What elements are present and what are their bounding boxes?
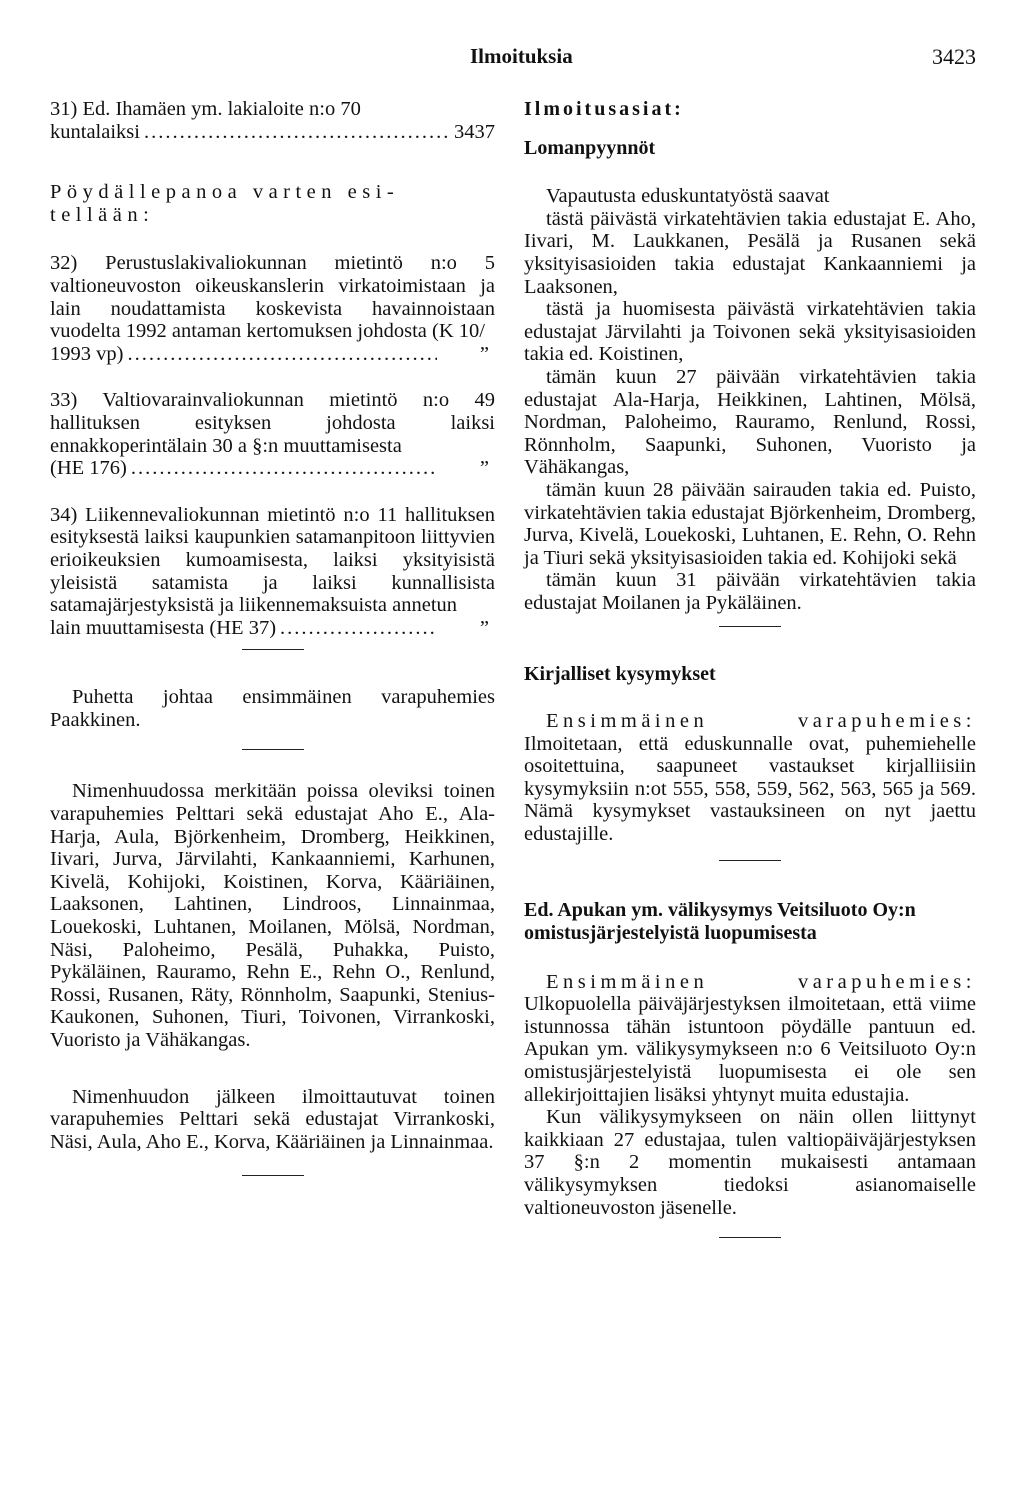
leave-paragraph: tämän kuun 27 päivään virkatehtävien takia edustajat Ala-Harja, Heikkinen, Lahtinen, Mölsä, Nordman, Paloheimo, Rauramo, Renlund, Rossi, Rönnholm, Saapunki, Suhonen, Vuoristo ja Vähäkangas, [524, 365, 976, 479]
interpellation-paragraph [524, 971, 976, 1107]
written-questions-heading: Kirjalliset kysymykset [524, 663, 716, 686]
leader-dots [280, 617, 437, 640]
agenda-item-32-last-text: 1993 vp) [50, 342, 124, 365]
agenda-item-32 [50, 252, 495, 365]
presentation-heading-line1: Pöydällepanoa varten esi- [50, 181, 400, 204]
agenda-item-34-last-text: lain muuttamisesta (HE 37) [50, 616, 277, 639]
leave-paragraph: tämän kuun 28 päivään sairauden takia ed. Puisto, virkatehtävien takia edustajat Björkenheim, Dromberg, Jurva, Kivelä, Louekoski, Luhtanen, E. Rehn, O. Rehn ja Tiuri sekä yksityisasioiden takia ed. Kohijoki sekä [524, 478, 976, 569]
leave-paragraph: tästä ja huomisesta päivästä virkatehtävien takia edustajat Järvilahti ja Toivonen sekä yksityisasioiden takia ed. Koistinen, [524, 298, 976, 366]
interpellation-heading: Ed. Apukan ym. välikysymys Veitsiluoto Oy:n omistusjärjestelyistä luopumisesta [524, 898, 916, 944]
agenda-item-31-text: 31) Ed. Ihamäen ym. lakialoite n:o 70 [50, 98, 361, 120]
speaker-label: Ensimmäinen varapuhemies: [546, 970, 976, 993]
running-head [0, 44, 1024, 74]
rollcall-paragraph: Nimenhuudossa merkitään poissa oleviksi toinen varapuhemies Pelttari sekä edustajat Aho E., Ala-Harja, Aula, Björkenheim, Dromberg, Heikkinen, Iivari, Jurva, Järvilahti, Kankaanniemi, Karhunen, Kivelä, Kohijoki, Koistinen, Korva, Kääriäinen, Laaksonen, Lahtinen, Lindroos, Linnainmaa, Louekoski, Luhtanen, Moilanen, Mölsä, Nordman, Näsi, Paloheimo, Pesälä, Puhakka, Puisto, Pykäläinen, Rauramo, Rehn E., Rehn O., Renlund, Rossi, Rusanen, Räty, Rönnholm, Saapunki, Stenius-Kaukonen, Suhonen, Tiuri, Toivonen, Virrankoski, Vuoristo ja Vähäkangas. [50, 780, 495, 1051]
after-rollcall-paragraph: Nimenhuudon jälkeen ilmoittautuvat toinen varapuhemies Pelttari sekä edustajat Virrankoski, Näsi, Aula, Aho E., Korva, Kääriäinen ja Linnainmaa. [50, 1085, 495, 1153]
section-divider [719, 1237, 781, 1238]
ditto-mark: ” [479, 616, 489, 639]
presentation-heading [50, 181, 495, 226]
agenda-item-33-last-line [50, 457, 495, 480]
running-head-title: Ilmoituksia [470, 44, 573, 68]
section-divider [242, 649, 304, 650]
section-divider [242, 749, 304, 750]
agenda-item-31-last-line [50, 121, 495, 144]
interpellation-text: Ulkopuolella päiväjärjestyksen ilmoitetaan, että viime istunnossa tähän istuntoon pöydälle pantuun ed. Apukan ym. välikysymykseen n:o 6 Veitsiluoto Oy:n omistusjärjestelyistä luopumisesta ei ole sen allekirjoittajien lisäksi yhtynyt muita edustajia. [524, 993, 976, 1106]
leave-paragraph: tästä päivästä virkatehtävien takia edustajat E. Aho, Iivari, M. Laukkanen, Pesälä ja Rusanen sekä yksityisasioiden takia edustajat Kankaanniemi ja Laaksonen, [524, 207, 976, 298]
right-column [524, 98, 976, 1260]
section-divider [719, 860, 781, 861]
written-questions-paragraph [524, 710, 976, 846]
leader-dots [127, 343, 437, 366]
interpellation-paragraph-2: Kun välikysymykseen on näin ollen liittynyt kaikkiaan 27 edustajaa, tulen valtiopäiväjärjestyksen 37 §:n 2 momentin mukaisesti antamaan välikysymyksen tiedoksi asianomaiselle valtioneuvoston jäsenelle. [524, 1106, 976, 1219]
leave-paragraph: tämän kuun 31 päivään virkatehtävien takia edustajat Moilanen ja Pykäläinen. [524, 569, 976, 614]
speaker-label: Ensimmäinen varapuhemies: [546, 710, 976, 733]
agenda-item-31-last-text: kuntalaiksi [50, 120, 140, 143]
agenda-item-34-text: 34) Liikennevaliokunnan mietintö n:o 11 hallituksen esityksestä laiksi kaupunkien satamanpitoon liittyvien erioikeuksien kumoamisesta, laiksi yksityisistä yleisistä satamista ja laiksi kunnallisista satamajärjestyksistä ja liikennemaksuista annetun [50, 503, 495, 617]
chair-paragraph: Puhetta johtaa ensimmäinen varapuhemies Paakkinen. [50, 686, 495, 731]
agenda-item-31 [50, 98, 495, 143]
agenda-item-32-last-line [50, 343, 495, 366]
ditto-mark: ” [479, 457, 489, 480]
agenda-item-33-text: 33) Valtiovarainvaliokunnan mietintö n:o 49 hallituksen esityksen johdosta laiksi ennakkoperintälain 30 a §:n muuttamisesta [50, 389, 495, 457]
written-questions-text: Ilmoitetaan, että eduskunnalle ovat, puhemiehelle osoitettuina, saapuneet vastaukset kirjalliisiin kysymyksiin n:ot 555, 558, 559, 562, 563, 565 ja 569. Nämä kysymykset vastauksineen on nyt jaettu edustajille. [524, 732, 976, 846]
section-divider [242, 1175, 304, 1176]
agenda-item-33 [50, 389, 495, 479]
left-column [50, 98, 495, 1198]
leave-requests-heading: Lomanpyynnöt [524, 136, 656, 159]
leader-dots [131, 457, 437, 480]
ditto-mark: ” [479, 342, 489, 365]
leave-paragraph: Vapautusta eduskuntatyöstä saavat [546, 185, 830, 208]
agenda-item-34-last-line [50, 617, 495, 640]
agenda-item-34 [50, 504, 495, 640]
leader-dots [144, 121, 450, 144]
leave-requests-list [524, 185, 976, 614]
agenda-item-31-page: 3437 [454, 120, 495, 143]
agenda-item-33-last-text: (HE 176) [50, 457, 127, 480]
notices-heading: Ilmoitusasiat: [524, 98, 684, 120]
page-number: 3423 [932, 44, 976, 69]
agenda-item-32-text: 32) Perustuslakivaliokunnan mietintö n:o 5 valtioneuvoston oikeuskanslerin virkatoimistaan ja lain noudattamista koskevista havainnoistaan vuodelta 1992 antaman kertomuksen johdosta (K 10/ [50, 252, 495, 343]
section-divider [719, 626, 781, 627]
presentation-heading-line2: tellään: [50, 203, 155, 226]
